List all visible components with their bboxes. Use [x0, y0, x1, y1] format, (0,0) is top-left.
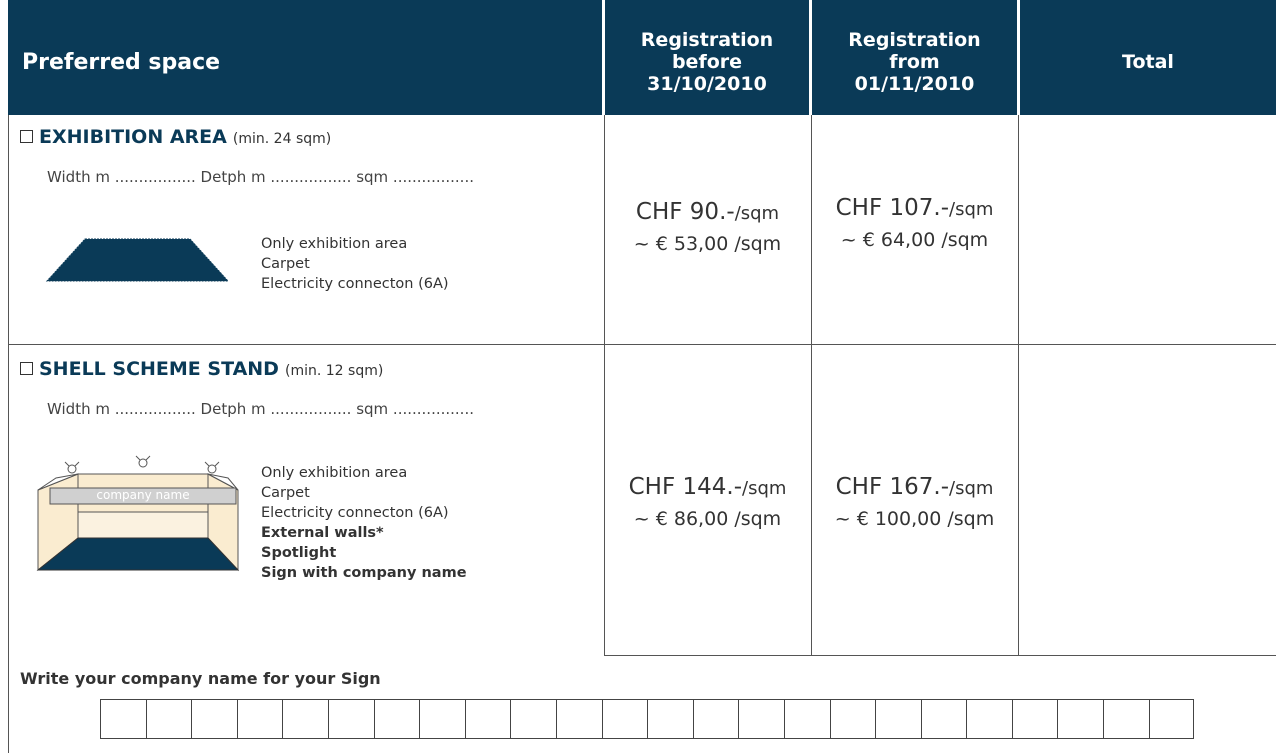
preferred-space-heading: Preferred space	[22, 50, 221, 75]
sign-letter-box[interactable]	[328, 699, 374, 739]
registration-before-heading	[605, 0, 809, 115]
shell-scheme-title: SHELL SCHEME STAND	[39, 358, 279, 380]
sign-letter-box[interactable]	[374, 699, 420, 739]
feature-item: Only exhibition area	[261, 465, 408, 481]
shell-stand-illustration	[32, 452, 254, 574]
shell-total-cell[interactable]	[1019, 345, 1276, 655]
sign-letter-box[interactable]	[1057, 699, 1103, 739]
feature-item: Electricity connecton (6A)	[261, 505, 449, 521]
price-unit: /sqm	[742, 478, 787, 499]
exhibition-area-checkbox[interactable]	[20, 130, 33, 143]
carpet-illustration	[45, 237, 230, 285]
sign-letter-box[interactable]	[237, 699, 283, 739]
shell-scheme-checkbox[interactable]	[20, 362, 33, 375]
shell-features	[261, 463, 467, 583]
price-unit: /sqm	[949, 478, 994, 499]
heading-line: Registration	[848, 28, 981, 51]
exhibition-area-title: EXHIBITION AREA	[39, 126, 227, 148]
sign-letter-box[interactable]	[602, 699, 648, 739]
sign-letter-box[interactable]	[465, 699, 511, 739]
sign-letter-box[interactable]	[191, 699, 237, 739]
price-chf: CHF 107.-	[835, 195, 949, 221]
exhibition-dimensions-field[interactable]: Width m ................. Detph m ................. sqm .................	[47, 168, 474, 186]
feature-item-bold: Spotlight	[261, 545, 337, 561]
sign-letter-box[interactable]	[282, 699, 328, 739]
exhibition-price-before	[604, 197, 811, 259]
shell-price-from	[811, 472, 1018, 534]
feature-item-bold: External walls*	[261, 525, 384, 541]
shell-dimensions-field[interactable]: Width m ................. Detph m ................. sqm .................	[47, 400, 474, 418]
row-divider	[604, 655, 1276, 656]
column-divider	[604, 115, 605, 655]
sign-letter-box[interactable]	[738, 699, 784, 739]
exhibition-total-cell[interactable]	[1019, 116, 1276, 344]
sign-letter-box[interactable]	[100, 699, 146, 739]
price-unit: /sqm	[734, 203, 780, 224]
sign-letter-box[interactable]	[419, 699, 465, 739]
feature-item: Carpet	[261, 485, 310, 501]
shell-min-note: (min. 12 sqm)	[285, 363, 384, 379]
price-chf: CHF 167.-	[835, 474, 949, 500]
sign-letter-box[interactable]	[510, 699, 556, 739]
heading-line: Registration	[640, 28, 774, 51]
shell-scheme-option[interactable]	[20, 358, 383, 380]
exhibition-area-option[interactable]	[20, 126, 331, 148]
price-eur: ~ € 64,00 /sqm	[840, 229, 989, 251]
exhibition-price-from	[811, 193, 1018, 255]
price-chf: CHF 144.-	[628, 474, 742, 500]
sign-letter-box[interactable]	[875, 699, 921, 739]
sign-letter-box[interactable]	[830, 699, 876, 739]
feature-item: Electricity connecton (6A)	[261, 276, 449, 292]
heading-line: 31/10/2010	[647, 72, 767, 95]
price-unit: /sqm	[949, 199, 994, 220]
price-eur: ~ € 53,00 /sqm	[633, 233, 782, 255]
sign-letter-box[interactable]	[921, 699, 967, 739]
sign-name-label: Write your company name for your Sign	[20, 669, 381, 688]
exhibition-features	[261, 234, 449, 294]
sign-letter-box[interactable]	[146, 699, 192, 739]
price-chf: CHF 90.-	[635, 199, 735, 225]
heading-line: before	[671, 50, 743, 73]
sign-letter-box[interactable]	[1103, 699, 1149, 739]
heading-line: 01/11/2010	[854, 72, 975, 95]
total-heading: Total	[1122, 50, 1174, 73]
sign-letter-box[interactable]	[1012, 699, 1058, 739]
sign-name-boxes[interactable]	[100, 699, 1194, 739]
feature-item: Carpet	[261, 256, 310, 272]
exhibition-min-note: (min. 24 sqm)	[232, 131, 332, 147]
sign-letter-box[interactable]	[966, 699, 1012, 739]
illustration-sign-text: company name	[96, 488, 190, 502]
price-eur: ~ € 86,00 /sqm	[633, 508, 782, 530]
registration-from-heading	[812, 0, 1017, 115]
sign-letter-box[interactable]	[1149, 699, 1195, 739]
sign-letter-box[interactable]	[556, 699, 602, 739]
shell-price-before	[604, 472, 811, 534]
sign-letter-box[interactable]	[647, 699, 693, 739]
heading-line: from	[889, 50, 940, 73]
price-eur: ~ € 100,00 /sqm	[834, 508, 995, 530]
feature-item-bold: Sign with company name	[261, 565, 467, 581]
feature-item: Only exhibition area	[261, 236, 408, 252]
sign-letter-box[interactable]	[784, 699, 830, 739]
sign-letter-box[interactable]	[693, 699, 739, 739]
table-left-border	[8, 115, 9, 753]
table-header	[8, 0, 1276, 115]
